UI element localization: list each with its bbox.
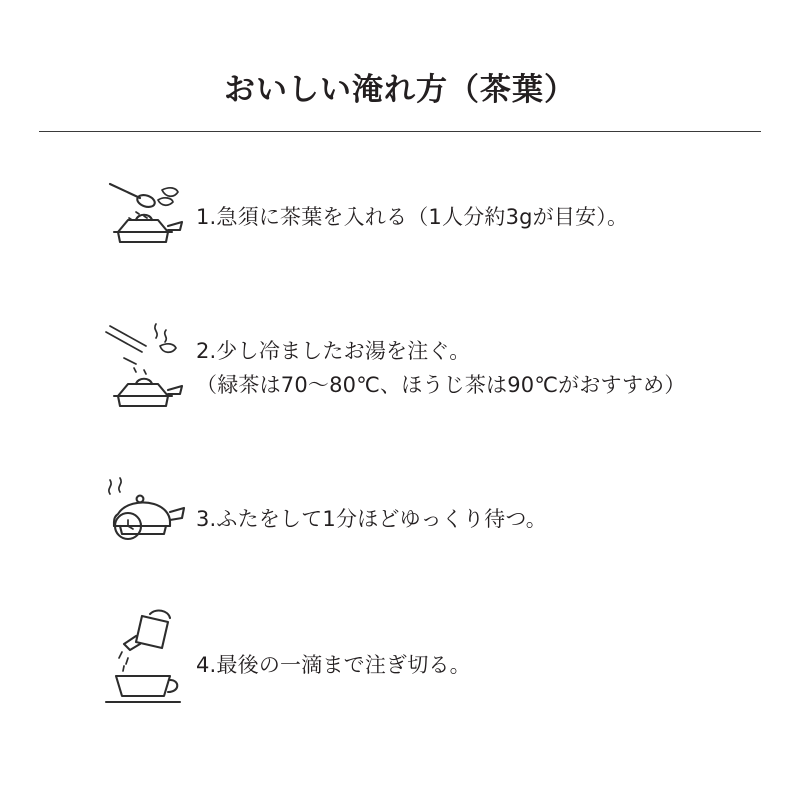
step-text (196, 464, 547, 536)
title-divider (39, 131, 761, 132)
step-line-2: （緑茶は70〜80℃、ほうじ茶は90℃がおすすめ） (196, 373, 686, 398)
list-item (0, 310, 800, 422)
teapot-with-spoon-leaves-icon (84, 166, 196, 264)
steps-list (0, 166, 800, 716)
list-item (0, 464, 800, 568)
list-item (0, 604, 800, 716)
step-line-1: 2.少し冷ましたお湯を注ぐ。 (196, 339, 471, 364)
list-item (0, 166, 800, 270)
step-text (196, 166, 628, 234)
step-line-1: 4.最後の一滴まで注ぎ切る。 (196, 653, 471, 678)
teapot-pouring-hot-water-icon (84, 310, 196, 422)
step-text (196, 604, 471, 682)
step-line-1: 1.急須に茶葉を入れる（1人分約3gが目安）。 (196, 205, 629, 230)
step-line-1: 3.ふたをして1分ほどゆっくり待つ。 (196, 507, 547, 532)
teapot-pouring-into-cup-icon (84, 604, 196, 716)
step-text (196, 310, 686, 402)
teapot-with-lid-timer-icon (84, 464, 196, 562)
page-title: おいしい淹れ方（茶葉） (224, 72, 576, 108)
